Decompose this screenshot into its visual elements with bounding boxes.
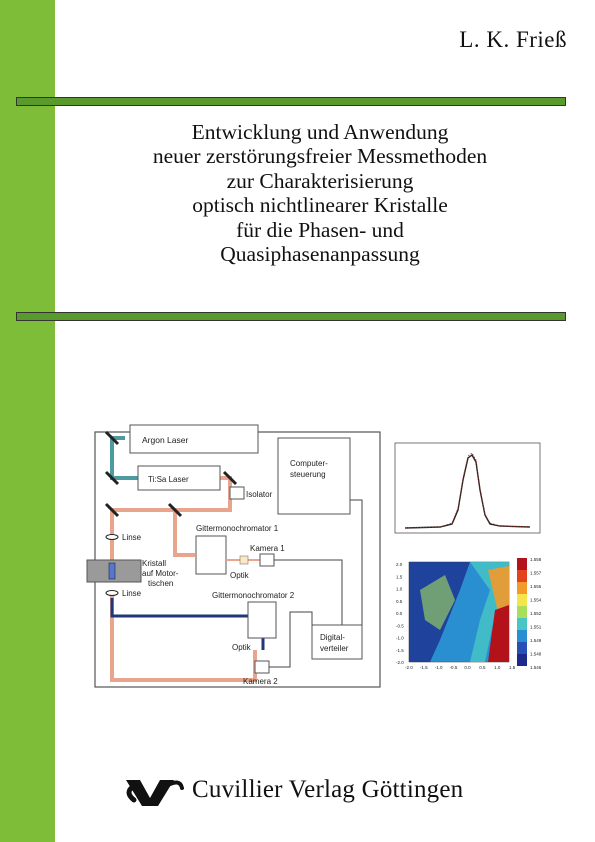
x-tick-label: -2.0 bbox=[405, 665, 413, 670]
colorbar-label: 1.548 bbox=[530, 651, 542, 657]
crystal-label-2: auf Motor- bbox=[142, 569, 179, 578]
publisher-logo-icon bbox=[122, 772, 186, 810]
x-tick-label: -1.5 bbox=[419, 665, 428, 670]
optik1-icon bbox=[240, 556, 248, 564]
colorbar-label: 1.549 bbox=[530, 638, 542, 643]
kamera1-box bbox=[260, 554, 274, 566]
y-tick-label: -0.5 bbox=[396, 623, 404, 629]
computer-label-2: steuerung bbox=[290, 470, 326, 479]
isolator-box bbox=[230, 487, 244, 499]
colorbar-swatch bbox=[517, 654, 527, 666]
optik2-label: Optik bbox=[232, 643, 251, 652]
colorbar-swatch bbox=[517, 582, 527, 594]
title-line: optisch nichtlinearer Kristalle bbox=[192, 193, 448, 218]
lens-bottom-label: Linse bbox=[122, 589, 142, 598]
colorbar-label: 1.555 bbox=[530, 584, 542, 589]
colorbar-swatch bbox=[517, 630, 527, 642]
colorbar-label: 1.554 bbox=[530, 597, 542, 603]
y-tick-label: 2.0 bbox=[396, 562, 403, 567]
gm1-label: Gittermonochromator 1 bbox=[196, 524, 279, 533]
lens-icon bbox=[106, 591, 118, 596]
computer-label-1: Computer- bbox=[290, 459, 328, 468]
heatmap-x-ticks bbox=[405, 665, 516, 670]
colorbar-swatch bbox=[517, 642, 527, 654]
argon-laser-label: Argon Laser bbox=[142, 435, 189, 445]
kamera2-box bbox=[255, 661, 269, 673]
x-tick-label: -1.0 bbox=[434, 665, 443, 670]
gm2-box bbox=[248, 602, 276, 638]
crystal-label-3: tischen bbox=[148, 579, 174, 588]
x-tick-label: 0.5 bbox=[479, 665, 486, 670]
y-tick-label: -2.0 bbox=[396, 660, 404, 665]
spectrum-plot-frame bbox=[395, 443, 540, 533]
y-tick-label: 0.5 bbox=[396, 598, 403, 604]
optik1-label: Optik bbox=[230, 571, 249, 580]
y-tick-label: 0.0 bbox=[396, 611, 403, 616]
digital-label-2: verteiler bbox=[320, 644, 349, 653]
tisa-laser-label: Ti:Sa Laser bbox=[148, 475, 189, 484]
kamera2-label: Kamera 2 bbox=[243, 677, 278, 686]
heatmap-colorbar bbox=[517, 557, 542, 670]
y-tick-label: 1.0 bbox=[396, 586, 403, 592]
colorbar-label: 1.546 bbox=[530, 665, 542, 670]
kamera1-label: Kamera 1 bbox=[250, 544, 285, 553]
author-name: L. K. Frieß bbox=[459, 27, 567, 52]
spectrum-plot bbox=[395, 443, 540, 533]
crystal-label-1: Kristall bbox=[142, 559, 167, 568]
x-tick-label: 0.0 bbox=[464, 665, 471, 670]
colorbar-swatch bbox=[517, 570, 527, 582]
x-tick-label: 1.0 bbox=[494, 665, 501, 670]
x-tick-label: -0.5 bbox=[449, 665, 458, 670]
crystal-icon bbox=[109, 563, 115, 579]
lens-top-label: Linse bbox=[122, 533, 142, 542]
colorbar-label: 1.557 bbox=[530, 570, 542, 576]
colorbar-label: 1.552 bbox=[530, 611, 542, 616]
isolator-label: Isolator bbox=[246, 490, 273, 499]
colorbar-swatch bbox=[517, 594, 527, 606]
heatmap-plot bbox=[409, 562, 509, 662]
colorbar-swatch bbox=[517, 618, 527, 630]
colorbar-swatch bbox=[517, 558, 527, 570]
title-line: für die Phasen- und bbox=[236, 217, 404, 242]
colorbar-label: 1.558 bbox=[530, 557, 542, 562]
digital-label-1: Digital- bbox=[320, 633, 345, 642]
colorbar-swatch bbox=[517, 606, 527, 618]
title-line: zur Charakterisierung bbox=[226, 168, 414, 193]
gm1-box bbox=[196, 536, 226, 574]
colorbar-label: 1.551 bbox=[530, 624, 542, 630]
digital-distributor-box bbox=[312, 625, 362, 659]
y-tick-label: -1.5 bbox=[396, 647, 404, 653]
lens-icon bbox=[106, 535, 118, 540]
heatmap-y-ticks bbox=[396, 562, 404, 665]
title-line: Quasiphasenanpassung bbox=[220, 242, 420, 267]
title-line: Entwicklung und Anwendung bbox=[191, 120, 449, 144]
publisher-name: Cuvillier Verlag Göttingen bbox=[192, 776, 464, 803]
gm2-label: Gittermonochromator 2 bbox=[212, 591, 295, 600]
publisher bbox=[122, 772, 542, 812]
x-tick-label: 1.5 bbox=[509, 665, 516, 670]
y-tick-label: 1.5 bbox=[396, 574, 403, 580]
title-line: neuer zerstörungsfreier Messmethoden bbox=[152, 144, 488, 169]
y-tick-label: -1.0 bbox=[396, 635, 404, 641]
